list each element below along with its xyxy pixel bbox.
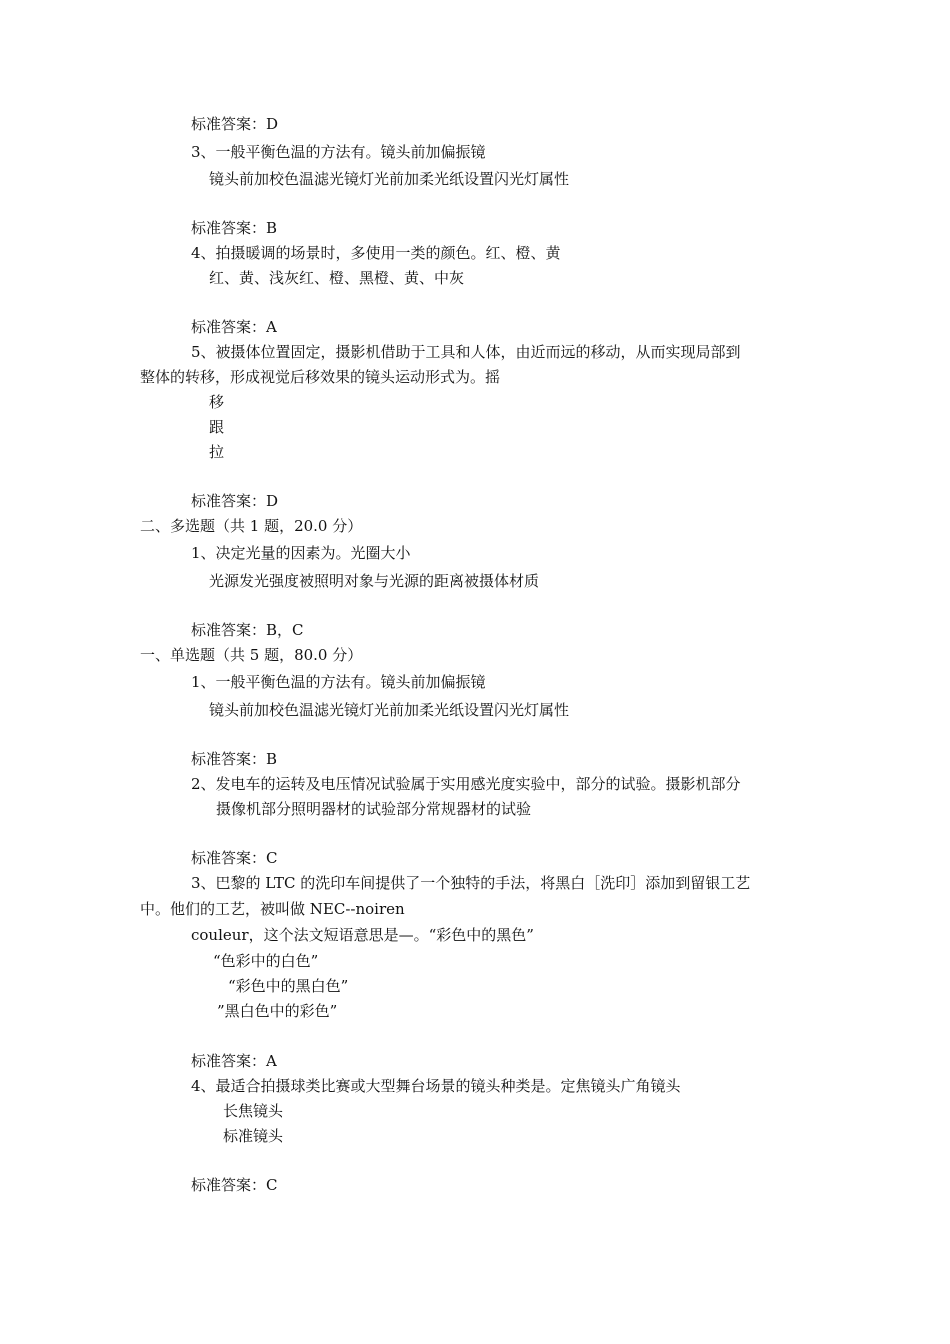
answer-line: 标准答案：B <box>191 219 278 237</box>
answer-line: 标准答案：C <box>191 1176 278 1194</box>
question-line: couleur，这个法文短语意思是—。“彩色中的黑色” <box>191 926 534 944</box>
option-line: 光源发光强度被照明对象与光源的距离被摄体材质 <box>209 572 540 590</box>
answer-line: 标准答案：C <box>191 849 278 867</box>
question-line: 2、发电车的运转及电压情况试验属于实用感光度实验中，部分的试验。摄影机部分 <box>191 775 741 793</box>
option-line: 长焦镜头 <box>223 1102 284 1120</box>
answer-line: 标准答案：A <box>191 318 277 336</box>
question-line: 5、被摄体位置固定，摄影机借助于工具和人体，由近而远的移动，从而实现局部到 <box>191 343 741 361</box>
question-line: 3、巴黎的 LTC 的洗印车间提供了一个独特的手法，将黑白［洗印］添加到留银工艺 <box>191 874 751 892</box>
section-heading: 一、单选题（共 5 题，80.0 分） <box>140 646 363 664</box>
option-line: 拉 <box>209 443 225 461</box>
option-line: 红、黄、浅灰红、橙、黑橙、黄、中灰 <box>209 269 465 287</box>
question-line: 1、决定光量的因素为。光圈大小 <box>191 544 411 562</box>
question-line: 4、最适合拍摄球类比赛或大型舞台场景的镜头种类是。定焦镜头广角镜头 <box>191 1077 681 1095</box>
option-line: ”黑白色中的彩色” <box>217 1002 338 1020</box>
option-line: “彩色中的黑白色” <box>228 977 349 995</box>
answer-line: 标准答案：A <box>191 1052 277 1070</box>
option-line: 镜头前加校色温滤光镜灯光前加柔光纸设置闪光灯属性 <box>209 170 570 188</box>
option-line: 跟 <box>209 418 225 436</box>
answer-line: 标准答案：D <box>191 492 279 510</box>
option-line: 摄像机部分照明器材的试验部分常规器材的试验 <box>216 800 532 818</box>
question-line: 4、拍摄暖调的场景时，多使用一类的颜色。红、橙、黄 <box>191 244 561 262</box>
option-line: 镜头前加校色温滤光镜灯光前加柔光纸设置闪光灯属性 <box>209 701 570 719</box>
answer-line: 标准答案：B <box>191 750 278 768</box>
section-heading: 二、多选题（共 1 题，20.0 分） <box>140 517 363 535</box>
answer-line: 标准答案：B，C <box>191 621 304 639</box>
question-line: 3、一般平衡色温的方法有。镜头前加偏振镜 <box>191 143 486 161</box>
option-line: “色彩中的白色” <box>213 952 319 970</box>
question-line: 整体的转移，形成视觉后移效果的镜头运动形式为。摇 <box>140 368 501 386</box>
answer-line: 标准答案：D <box>191 115 279 133</box>
option-line: 移 <box>209 393 225 411</box>
question-line: 中。他们的工艺，被叫做 NEC--noiren <box>140 900 405 918</box>
question-line: 1、一般平衡色温的方法有。镜头前加偏振镜 <box>191 673 486 691</box>
option-line: 标准镜头 <box>223 1127 284 1145</box>
